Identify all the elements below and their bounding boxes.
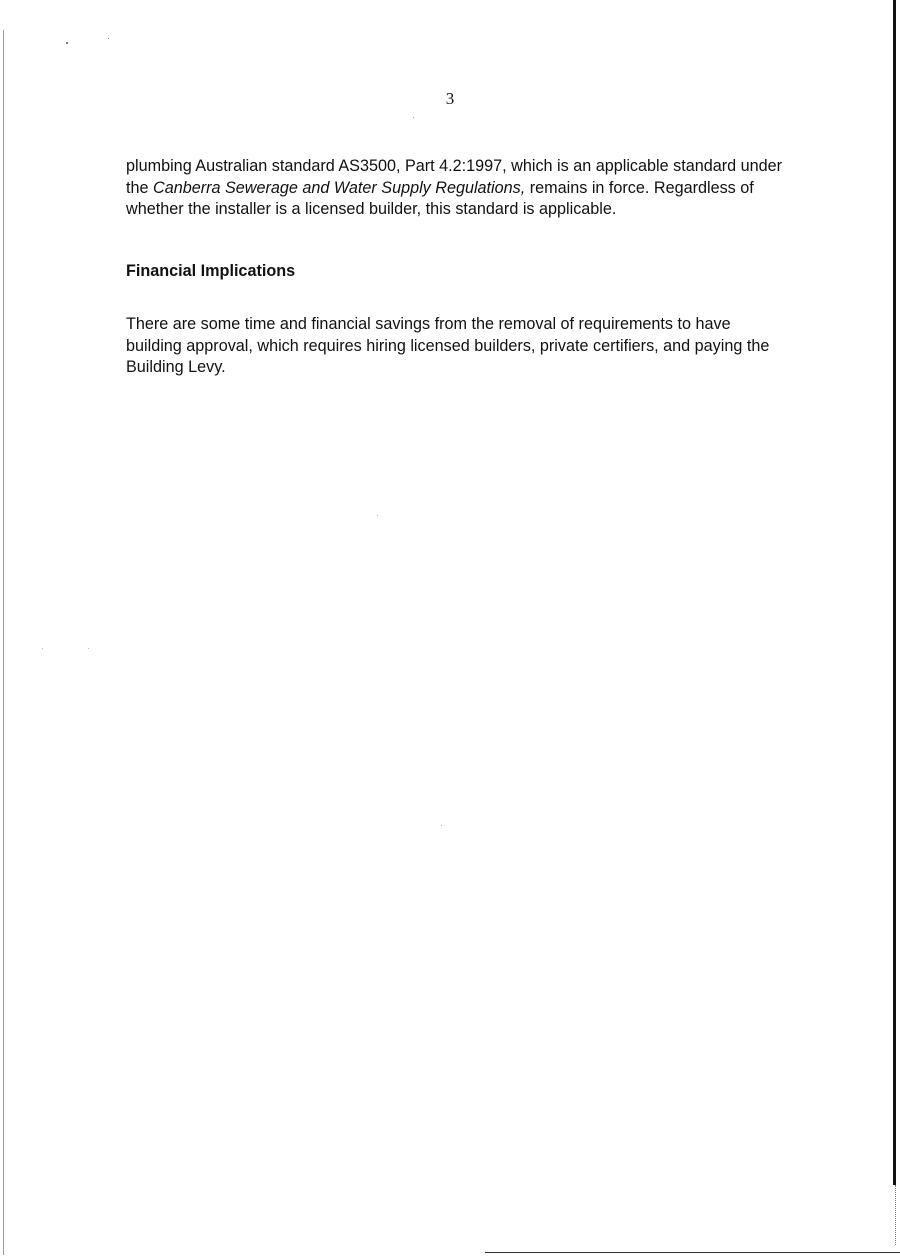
scan-speck [42,648,43,649]
scan-edge-left [3,30,4,1255]
scan-speck [88,648,89,649]
scan-speck [108,38,109,39]
paragraph-1-text-end: remains in force. Regardless of whether the installer is a licensed builder, this standard is applicable. [126,178,754,218]
scan-edge-right-faint [895,1185,897,1245]
scan-speck [441,825,442,826]
scan-speck [413,117,414,118]
paragraph-1-text-start: plumbing Australian standard AS3500, Part 4.2:1997, which is an applicable standard under the [126,157,783,197]
paragraph-financial-savings: There are some time and financial savings from the removal of requirements to have building approval, which requires hiring licensed builders, private certifiers, and paying the Building Levy. [126,315,770,376]
scan-speck [377,515,378,516]
scan-speck [66,42,68,44]
regulation-title: Canberra Sewerage and Water Supply Regulations, [153,178,526,197]
scan-edge-right [893,0,896,1185]
paragraph-plumbing-standard [126,156,786,221]
scan-edge-bottom [485,1252,900,1253]
page-number: 3 [445,89,455,108]
section-heading-financial-implications: Financial Implications [126,262,296,280]
